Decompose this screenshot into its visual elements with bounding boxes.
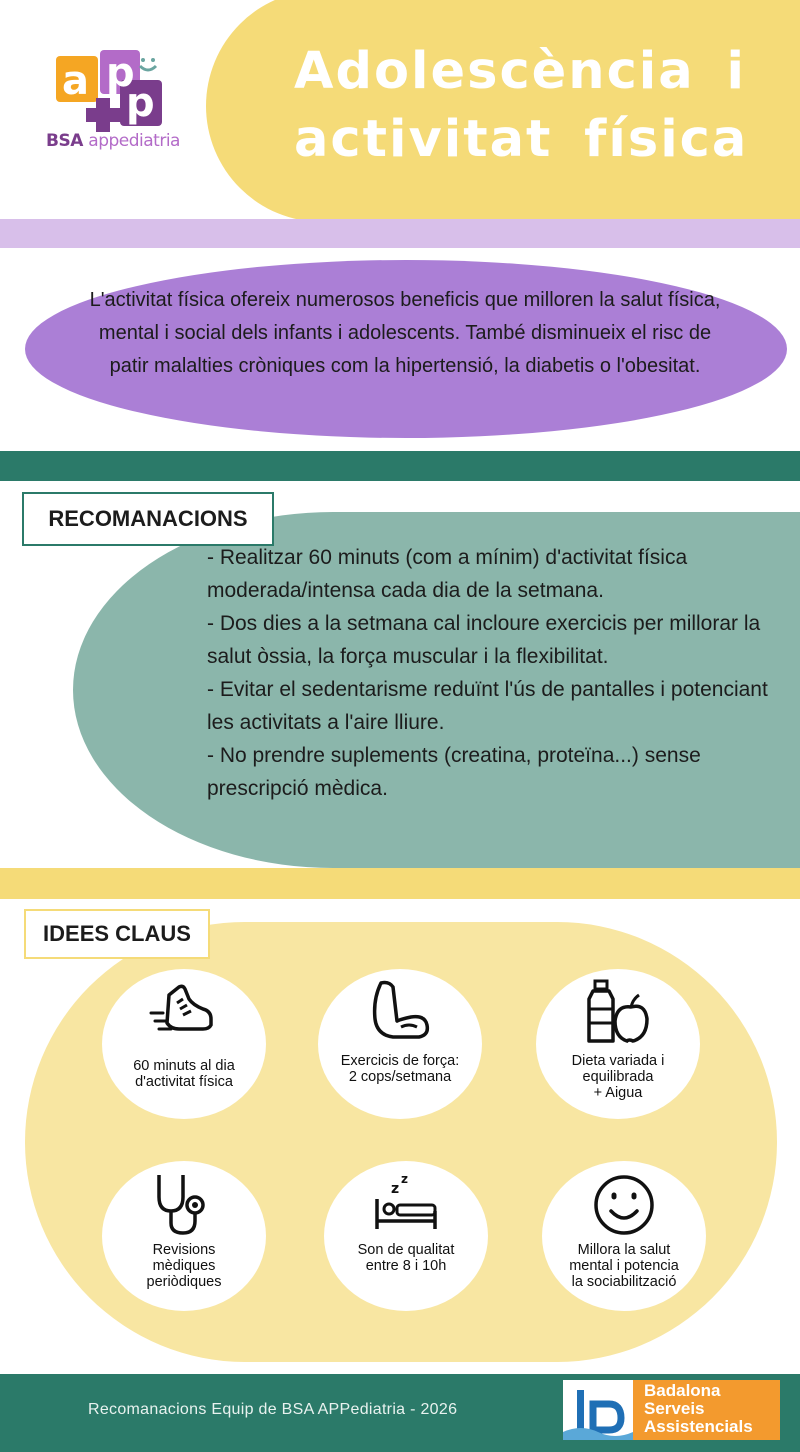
idea-card-strength [318, 969, 482, 1119]
idea-card-checkups [102, 1161, 266, 1311]
logo-brand [46, 131, 180, 151]
logo-brand-bsa: BSA [46, 131, 83, 151]
water-bottle-apple-icon [583, 979, 653, 1045]
idea-label: Millora la salut mental i potencia la sociabilització [569, 1242, 679, 1290]
recommendation-item: - Realitzar 60 minuts (com a mínim) d'activitat física moderada/intensa cada dia de la setmana. [207, 546, 688, 602]
recommendation-item: - Dos dies a la setmana cal incloure exercicis per millorar la salut òssia, la força muscular i la flexibilitat. [207, 612, 761, 668]
smiley-face-icon [589, 1171, 659, 1237]
divider-band-green [0, 451, 800, 481]
idea-label: Revisions mèdiques periòdiques [146, 1242, 222, 1290]
running-shoe-icon [149, 981, 219, 1043]
idea-card-diet [536, 969, 700, 1119]
footer-credit: Recomanacions Equip de BSA APPediatria - 2026 [88, 1401, 458, 1418]
svg-text:p: p [126, 80, 155, 126]
idea-label: 60 minuts al dia d'activitat física [133, 1058, 235, 1090]
flexed-arm-icon [365, 979, 435, 1041]
divider-band-yellow [0, 868, 800, 899]
page-title: Adolescència i activitat física [294, 42, 749, 169]
intro-text: L'activitat física ofereix numerosos beneficis que milloren la salut física, mental i social dels infants i adolescents. També disminueix el risc de patir malalties cròniques com la hipertensió, la diabetis o l'obesitat. [89, 289, 721, 377]
sleeping-bed-icon [371, 1171, 441, 1237]
recommendation-item: - No prendre suplements (creatina, proteïna...) sense prescripció mèdica. [207, 744, 701, 800]
svg-text:z: z [391, 1181, 400, 1197]
svg-text:p: p [106, 50, 135, 96]
idea-label: Exercicis de força: 2 cops/setmana [340, 1053, 460, 1085]
idea-card-sleep [324, 1161, 488, 1311]
badalona-logo-text: Badalona Serveis Assistencials [644, 1381, 753, 1436]
recommendations-heading: RECOMANACIONS [22, 492, 274, 546]
idea-card-activity [102, 969, 266, 1119]
recommendation-item: - Evitar el sedentarisme reduïnt l'ús de pantalles i potenciant les activitats a l'aire lliure. [207, 678, 768, 734]
idea-label: Dieta variada i equilibrada + Aigua [571, 1053, 665, 1101]
badalona-logo-mark [563, 1380, 633, 1440]
svg-text:a: a [62, 58, 89, 104]
logo-brand-suffix: appediatria [88, 131, 180, 151]
idea-label: Son de qualitat entre 8 i 10h [357, 1242, 455, 1274]
idea-card-wellbeing [542, 1161, 706, 1311]
divider-band-lavender [0, 219, 800, 248]
ideas-heading: IDEES CLAUS [24, 909, 210, 959]
recommendations-list [207, 541, 797, 805]
svg-text:z: z [401, 1172, 408, 1186]
stethoscope-icon [149, 1171, 219, 1237]
